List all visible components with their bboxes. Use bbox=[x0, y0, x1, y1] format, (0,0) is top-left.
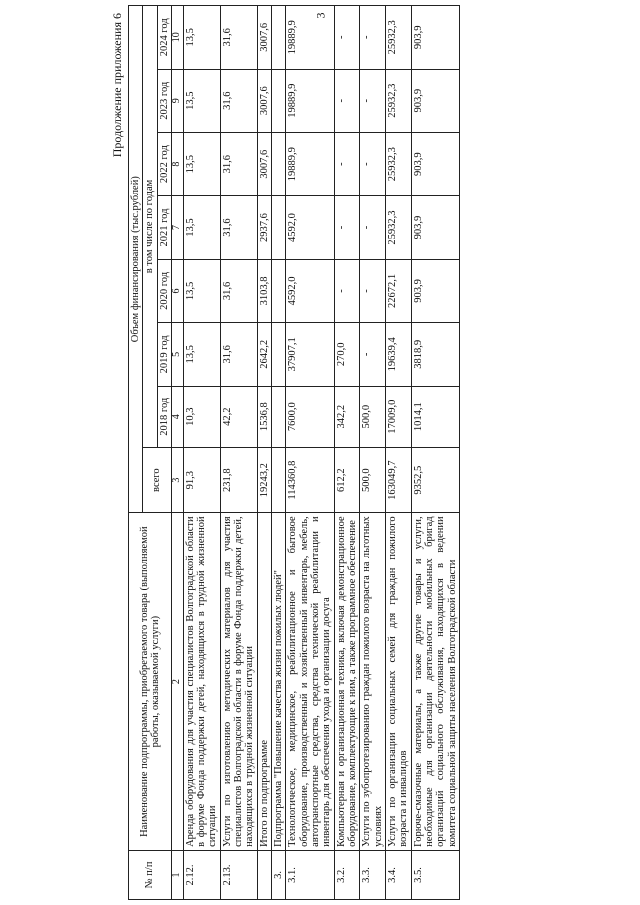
row-year-value: - bbox=[360, 69, 386, 132]
row-total: 231,8 bbox=[220, 447, 257, 512]
row-year-value: 42,2 bbox=[220, 386, 257, 447]
table-row bbox=[334, 6, 360, 900]
row-year-value: - bbox=[334, 69, 360, 132]
table-row bbox=[257, 6, 271, 900]
row-year-value bbox=[272, 6, 286, 70]
row-year-value: - bbox=[334, 6, 360, 70]
row-name: Услуги по изготовлению методических материалов для участия специалистов Волгоградской области в форуме Фонда поддержки детей, находящихся в трудной жизненной ситуации bbox=[220, 513, 257, 851]
row-year-value: 903,9 bbox=[411, 196, 459, 259]
row-year-value: 31,6 bbox=[220, 69, 257, 132]
row-year-value: 3007,6 bbox=[257, 6, 271, 70]
column-index: 4 bbox=[171, 386, 183, 447]
row-year-value bbox=[272, 259, 286, 322]
column-index-row bbox=[171, 6, 183, 900]
row-year-value: - bbox=[360, 196, 386, 259]
row-year-value: 17009,0 bbox=[386, 386, 412, 447]
row-year-value: 903,9 bbox=[411, 69, 459, 132]
row-year-value: 1536,8 bbox=[257, 386, 271, 447]
row-number: 3. bbox=[272, 850, 286, 899]
row-total: 612,2 bbox=[334, 447, 360, 512]
funding-table bbox=[128, 5, 460, 900]
row-year-value: 13,5 bbox=[183, 6, 220, 70]
row-year-value: 3818,9 bbox=[411, 323, 459, 386]
row-year-value: - bbox=[360, 6, 386, 70]
header-including-years: в том числе по годам bbox=[143, 6, 157, 448]
row-year-value: 2937,6 bbox=[257, 196, 271, 259]
row-year-value: 500,0 bbox=[360, 386, 386, 447]
row-year-value: - bbox=[360, 259, 386, 322]
header-year: 2024 год bbox=[157, 6, 171, 70]
row-number: 3.3. bbox=[360, 850, 386, 899]
row-year-value: 903,9 bbox=[411, 132, 459, 195]
row-number: 3.1. bbox=[286, 850, 334, 899]
column-index: 3 bbox=[171, 447, 183, 512]
row-year-value: 4592,0 bbox=[286, 259, 334, 322]
row-number: 2.12. bbox=[183, 850, 220, 899]
row-year-value: 3007,6 bbox=[257, 132, 271, 195]
column-index: 6 bbox=[171, 259, 183, 322]
row-year-value: 19889,9 bbox=[286, 6, 334, 70]
row-total: 19243,2 bbox=[257, 447, 271, 512]
header-year: 2022 год bbox=[157, 132, 171, 195]
row-name: Услуги по организации социальных семей для граждан пожилого возраста и инвалидов bbox=[386, 513, 412, 851]
row-year-value: 7600,0 bbox=[286, 386, 334, 447]
header-total: всего bbox=[143, 447, 172, 512]
header-year: 2021 год bbox=[157, 196, 171, 259]
row-total: 114360,8 bbox=[286, 447, 334, 512]
row-year-value: - bbox=[334, 259, 360, 322]
table-body bbox=[183, 6, 459, 900]
row-year-value: 3103,8 bbox=[257, 259, 271, 322]
row-year-value: 25932,3 bbox=[386, 132, 412, 195]
row-year-value: 31,6 bbox=[220, 259, 257, 322]
header-name: Наименование подпрограммы, приобретаемого товара (выполняемой работы, оказываемой услуги) bbox=[129, 513, 172, 851]
row-total: 500,0 bbox=[360, 447, 386, 512]
header-no: № п/п bbox=[129, 850, 172, 899]
row-number: 3.4. bbox=[386, 850, 412, 899]
row-year-value: 25932,3 bbox=[386, 196, 412, 259]
row-year-value: 19889,9 bbox=[286, 69, 334, 132]
table-row bbox=[220, 6, 257, 900]
rotated-page-content bbox=[112, 5, 640, 900]
row-year-value: - bbox=[360, 132, 386, 195]
row-name: Подпрограмма "Повышение качества жизни пожилых людей" bbox=[272, 513, 286, 851]
header-funding: Объем финансирования (тыс.рублей) bbox=[129, 6, 143, 513]
row-year-value: 270,0 bbox=[334, 323, 360, 386]
header-year: 2019 год bbox=[157, 323, 171, 386]
row-year-value: 1014,1 bbox=[411, 386, 459, 447]
row-total: 9352,5 bbox=[411, 447, 459, 512]
row-total: 163049,7 bbox=[386, 447, 412, 512]
row-year-value: 22672,1 bbox=[386, 259, 412, 322]
row-year-value bbox=[272, 69, 286, 132]
row-total: 91,3 bbox=[183, 447, 220, 512]
column-index: 1 bbox=[171, 850, 183, 899]
table-row bbox=[286, 6, 334, 900]
row-year-value: - bbox=[334, 196, 360, 259]
row-year-value bbox=[272, 386, 286, 447]
header-year: 2018 год bbox=[157, 386, 171, 447]
row-year-value: 19889,9 bbox=[286, 132, 334, 195]
row-year-value: - bbox=[360, 323, 386, 386]
row-year-value: 37907,1 bbox=[286, 323, 334, 386]
column-index: 10 bbox=[171, 6, 183, 70]
table-row bbox=[183, 6, 220, 900]
row-year-value: 25932,3 bbox=[386, 6, 412, 70]
row-number bbox=[257, 850, 271, 899]
row-year-value: 10,3 bbox=[183, 386, 220, 447]
column-index: 7 bbox=[171, 196, 183, 259]
column-index: 2 bbox=[171, 513, 183, 851]
row-name: Технологическое, медицинское, реабилитационное и бытовое оборудование, производственный и хозяйственный инвентарь, мебель, автотранспортные средства, средства технической реабилитации и инвентарь для обеспечения ухода и организации досуга bbox=[286, 513, 334, 851]
header-year: 2020 год bbox=[157, 259, 171, 322]
row-total bbox=[272, 447, 286, 512]
row-year-value: - bbox=[334, 132, 360, 195]
row-name: Услуги по зубопротезированию граждан пожилого возраста на льготных условиях bbox=[360, 513, 386, 851]
row-year-value bbox=[272, 196, 286, 259]
column-index: 5 bbox=[171, 323, 183, 386]
row-year-value: 31,6 bbox=[220, 323, 257, 386]
row-year-value: 903,9 bbox=[411, 259, 459, 322]
table-row bbox=[360, 6, 386, 900]
row-year-value: 31,6 bbox=[220, 196, 257, 259]
column-index: 9 bbox=[171, 69, 183, 132]
table-row bbox=[272, 6, 286, 900]
row-year-value: 31,6 bbox=[220, 6, 257, 70]
row-name: Аренда оборудования для участия специалистов Волгоградской области в форуме Фонда поддержки детей, находящихся в трудной жизненной ситуации bbox=[183, 513, 220, 851]
row-name: Итого по подпрограмме bbox=[257, 513, 271, 851]
row-number: 2.13. bbox=[220, 850, 257, 899]
row-year-value: 13,5 bbox=[183, 196, 220, 259]
row-year-value: 342,2 bbox=[334, 386, 360, 447]
row-year-value: 3007,6 bbox=[257, 69, 271, 132]
annex-title: Продолжение приложения 6 bbox=[110, 13, 124, 158]
row-year-value: 19639,4 bbox=[386, 323, 412, 386]
row-year-value bbox=[272, 323, 286, 386]
row-year-value: 4592,0 bbox=[286, 196, 334, 259]
row-number: 3.2. bbox=[334, 850, 360, 899]
row-year-value: 31,6 bbox=[220, 132, 257, 195]
row-year-value: 13,5 bbox=[183, 259, 220, 322]
header-year: 2023 год bbox=[157, 69, 171, 132]
table-row bbox=[411, 6, 459, 900]
page-number: 3 bbox=[313, 12, 328, 19]
row-name: Горюче-смазочные материалы, а также другие товары и услуги, необходимые для организации деятельности мобильных бригад организаций социального обслуживания, находящихся в ведении комитета социальной защиты населения Волгоградской области bbox=[411, 513, 459, 851]
row-name: Компьютерная и организационная техника, включая демонстрационное оборудование, комплектующие к ним, а также программное обеспечение bbox=[334, 513, 360, 851]
row-year-value bbox=[272, 132, 286, 195]
row-number: 3.5. bbox=[411, 850, 459, 899]
table-row bbox=[386, 6, 412, 900]
row-year-value: 2642,2 bbox=[257, 323, 271, 386]
row-year-value: 903,9 bbox=[411, 6, 459, 70]
row-year-value: 13,5 bbox=[183, 132, 220, 195]
row-year-value: 25932,3 bbox=[386, 69, 412, 132]
row-year-value: 13,5 bbox=[183, 69, 220, 132]
column-index: 8 bbox=[171, 132, 183, 195]
row-year-value: 13,5 bbox=[183, 323, 220, 386]
